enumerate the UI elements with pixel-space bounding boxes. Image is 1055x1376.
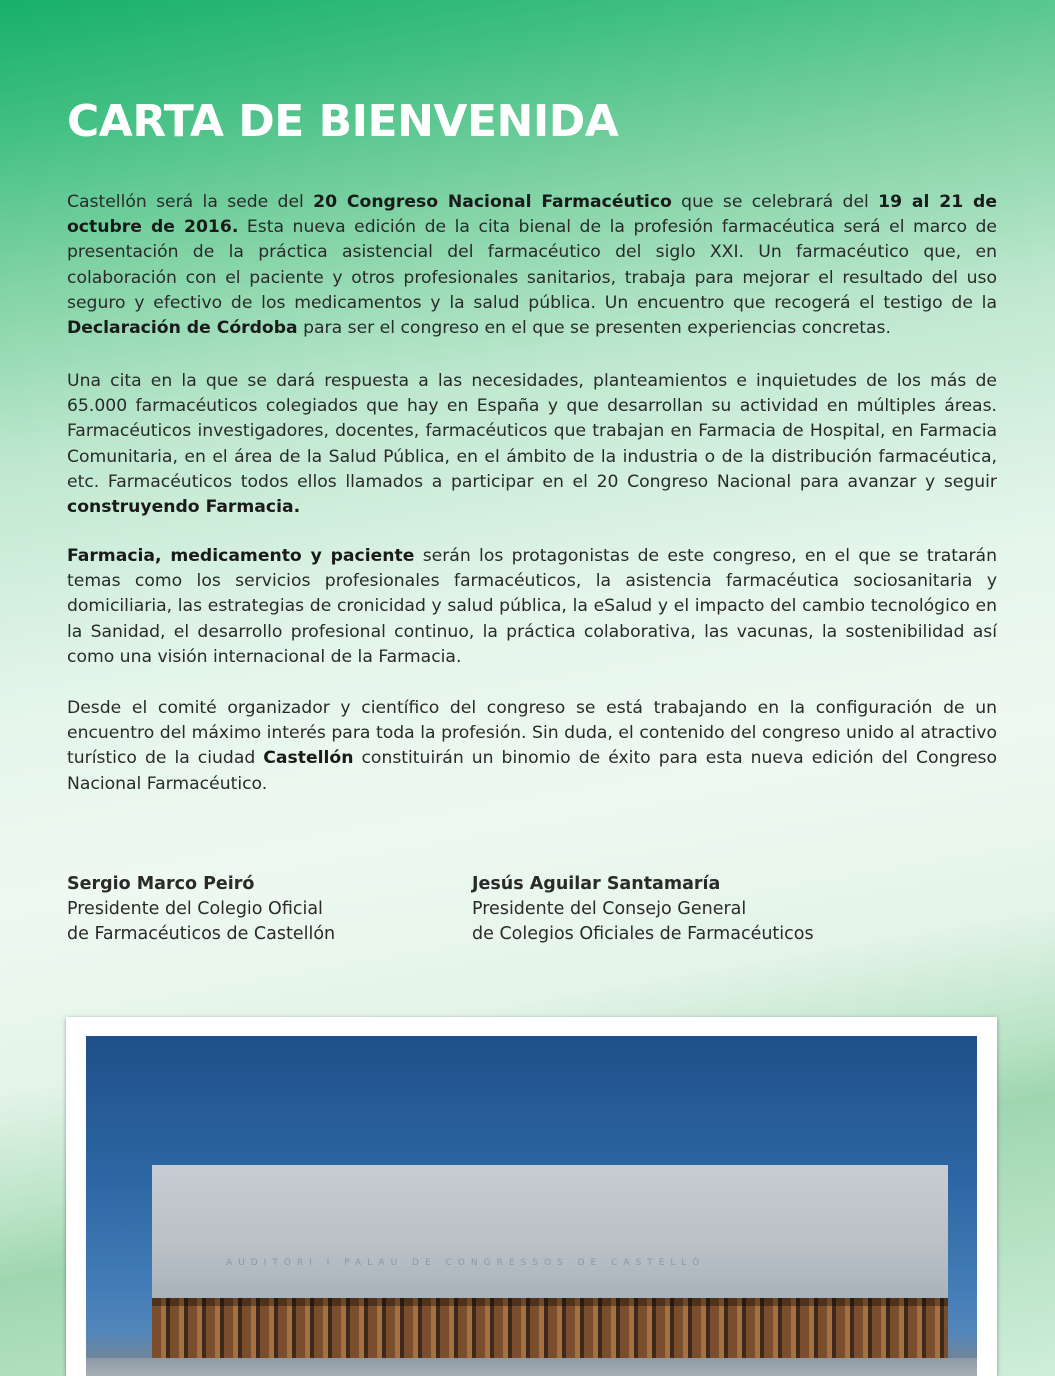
body-text: para ser el congreso en el que se presenten experiencias concretas. (297, 318, 891, 339)
body-text: Una cita en la que se dará respuesta a las necesidades, planteamientos e inquietudes de los más de 65.000 farmacéuticos colegiados que hay en España y que desarrollan su actividad en múltiples áreas. Farmacéuticos investigadores, docentes, farmacéuticos que trabajan en Farmacia de Hospital, en Farmacia Comunitaria, en el área de la Salud Pública, en el ámbito de la industria o de la distribución farmacéutica, etc. Farmacéuticos todos ellos llamados a participar en el 20 Congreso Nacional para avanzar y seguir (67, 371, 997, 492)
photo-ground (86, 1358, 977, 1376)
signatory-organization: de Farmacéuticos de Castellón (67, 924, 336, 944)
bold-text: construyendo Farmacia. (67, 497, 301, 518)
body-text: Esta nueva edición de la cita bienal de la profesión farmacéutica será el marco de presentación de la práctica asistencial del farmacéutico del siglo XXI. Un farmacéutico que, en colaboración con el paciente y otros profesionales sanitarios, trabaja para mejorar el resultado del uso seguro y efectivo de los medicamentos y la salud pública. Un encuentro que recogerá el testigo de la (67, 217, 997, 313)
signatory-organization: de Colegios Oficiales de Farmacéuticos (472, 924, 814, 944)
photo-frame (66, 1017, 997, 1376)
signature-block-1 (67, 872, 335, 947)
bold-text: Castellón (263, 748, 354, 769)
signatory-title: Presidente del Consejo General (472, 899, 747, 919)
body-text: constituirán un binomio de éxito para esta nueva edición del Congreso Nacional Farmacéutico. (67, 748, 997, 794)
signatory-name: Sergio Marco Peiró (67, 874, 255, 894)
building-shadow (152, 1298, 948, 1306)
building-facade (152, 1165, 948, 1298)
body-text: Castellón será la sede del (67, 192, 314, 212)
building-slats (152, 1298, 948, 1358)
bold-text: Declaración de Córdoba (67, 318, 298, 339)
paragraph-4 (67, 696, 997, 797)
bold-text: Farmacia, medicamento y paciente (67, 546, 415, 566)
building-photo (86, 1036, 977, 1376)
signatory-name: Jesús Aguilar Santamaría (472, 874, 721, 894)
paragraph-3 (67, 544, 997, 670)
body-text: Desde el comité organizador y científico del congreso se está trabajando en la configuración de un encuentro del máximo interés para toda la profesión. Sin duda, el contenido del congreso unido al atractivo turístico de la ciudad (67, 698, 997, 769)
paragraph-2 (67, 369, 997, 520)
page-title: CARTA DE BIENVENIDA (67, 96, 619, 147)
body-text: serán los protagonistas de este congreso, en el que se tratarán temas como los servicios profesionales farmacéuticos, la asistencia farmacéutica sociosanitaria y domiciliaria, las estrategias de cronicidad y salud pública, la eSalud y el impacto del cambio tecnológico en la Sanidad, el desarrollo profesional continuo, la práctica colaborativa, las vacunas, la sostenibilidad así como una visión internacional de la Farmacia. (67, 546, 997, 667)
building-inscription: AUDITORI I PALAU DE CONGRESSOS DE CASTELLÓ (226, 1258, 706, 1268)
signature-block-2 (472, 872, 814, 947)
body-text: que se celebrará del (671, 192, 879, 212)
bold-text: 20 Congreso Nacional Farmacéutico (313, 192, 672, 212)
bold-text: 19 al 21 de octubre de 2016. (67, 192, 997, 238)
paragraph-1 (67, 190, 997, 341)
signatory-title: Presidente del Colegio Oficial (67, 899, 323, 919)
